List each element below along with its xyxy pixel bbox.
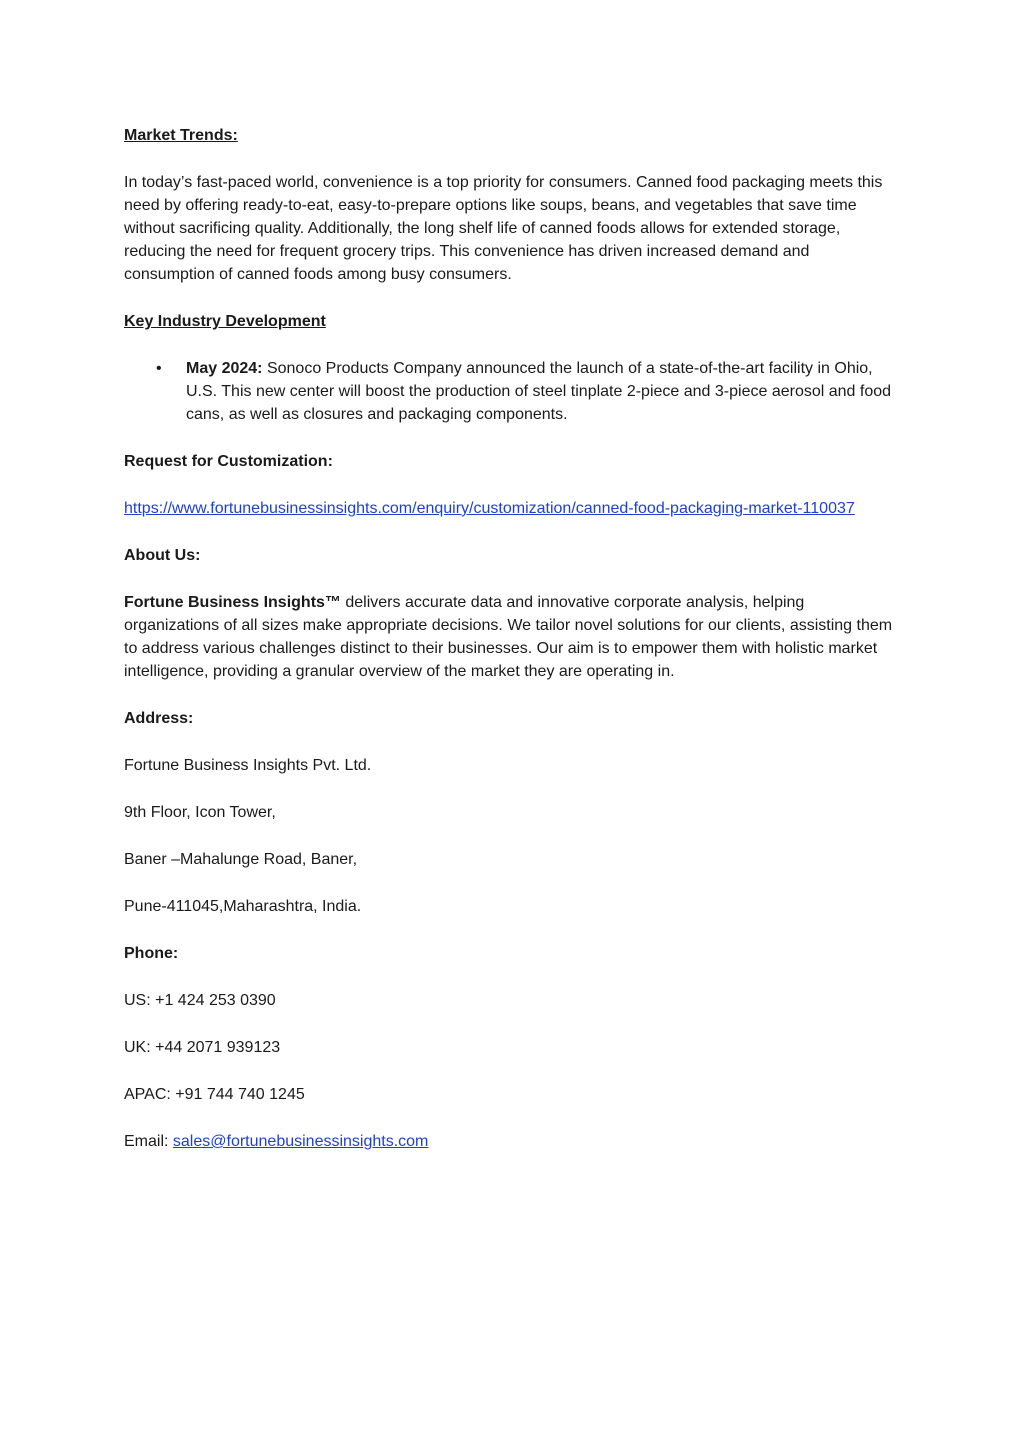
- market-trends-heading: Market Trends:: [124, 127, 238, 144]
- phone-heading: Phone:: [124, 945, 179, 962]
- phone-us: US: +1 424 253 0390: [124, 992, 276, 1009]
- phone-uk: UK: +44 2071 939123: [124, 1039, 281, 1056]
- address-heading: Address:: [124, 710, 194, 727]
- bullet-icon: •: [156, 360, 162, 377]
- customization-link[interactable]: https://www.fortunebusinessinsights.com/enquiry/customization/canned-food-packaging-market-110037: [124, 500, 855, 517]
- development-date: May 2024:: [186, 360, 263, 377]
- email-link[interactable]: sales@fortunebusinessinsights.com: [172, 1133, 429, 1150]
- list-item: [124, 357, 900, 426]
- about-paragraph: [124, 591, 900, 683]
- address-line: Pune-411045,Maharashtra, India.: [124, 898, 362, 915]
- development-text: Sonoco Products Company announced the launch of a state-of-the-art facility in Ohio, U.S. This new center will boost the production of steel tinplate 2-piece and 3-piece aerosol and food cans, as well as closures and packaging components.: [186, 360, 892, 423]
- market-trends-paragraph: In today’s fast-paced world, convenience is a top priority for consumers. Canned food packaging meets this need by offering ready-to-eat, easy-to-prepare options like soups, beans, and vegetables that save time without sacrificing quality. Additionally, the long shelf life of canned foods allows for extended storage, reducing the need for frequent grocery trips. This convenience has driven increased demand and consumption of canned foods among busy consumers.: [124, 174, 883, 283]
- about-text: delivers accurate data and innovative corporate analysis, helping organizations of all sizes make appropriate decisions. We tailor novel solutions for our clients, assisting them to address various challenges distinct to their businesses. Our aim is to empower them with holistic market intelligence, providing a granular overview of the market they are operating in.: [124, 594, 893, 680]
- customization-heading: Request for Customization:: [124, 453, 333, 470]
- address-line: Fortune Business Insights Pvt. Ltd.: [124, 757, 372, 774]
- email-line: [124, 1130, 900, 1153]
- company-name: Fortune Business Insights™: [124, 594, 341, 611]
- key-development-heading: Key Industry Development: [124, 313, 326, 330]
- customization-link-block: [124, 497, 900, 520]
- address-line: 9th Floor, Icon Tower,: [124, 804, 276, 821]
- phone-apac: APAC: +91 744 740 1245: [124, 1086, 305, 1103]
- about-heading: About Us:: [124, 547, 201, 564]
- email-label: Email:: [124, 1133, 173, 1150]
- document-page: [124, 124, 900, 1177]
- address-line: Baner –Mahalunge Road, Baner,: [124, 851, 358, 868]
- key-development-list: [124, 357, 900, 426]
